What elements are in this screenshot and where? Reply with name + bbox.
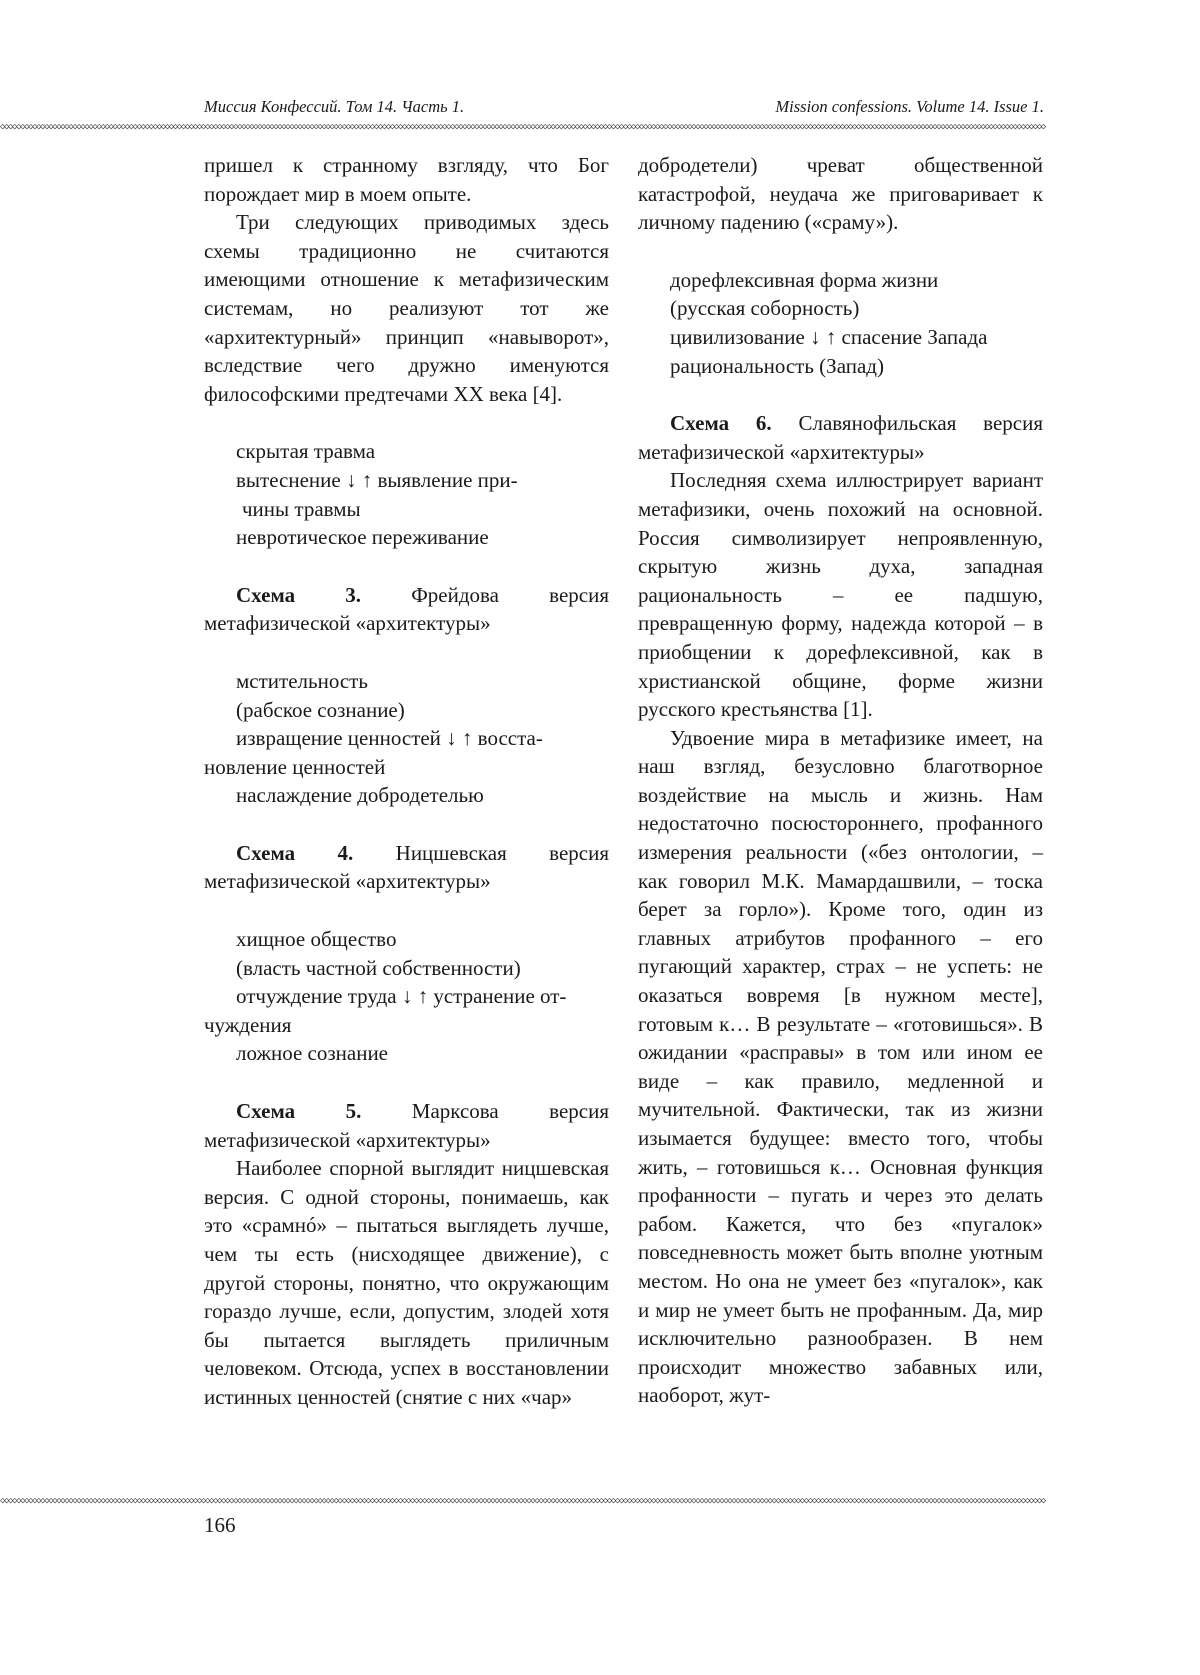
scheme-line: извращение ценностей ↓ ↑ восста- [236,726,543,751]
scheme-line: цивилизование ↓ ↑ спасение Запада [670,324,988,349]
scheme-6-caption [638,409,1043,466]
caption-label: Схема 5. [236,1099,362,1124]
scheme-line: наслаждение добродетелью [236,783,484,808]
caption-label: Схема 3. [236,582,362,607]
right-column [638,151,1043,1410]
left-column [204,151,609,1412]
paragraph: Последняя схема иллюстрирует вариант метафизики, очень похожий на основной. Россия символизирует непроявленную, скрытую жизнь духа, западная рациональность – ее падшую, превращенную форму, надежда которой – в приобщении к дорефлексивной, как в христианской общине, форме жизни русского крестьянства [1]. [638,468,1043,722]
journal-title-en: Mission confessions. Volume 14. Issue 1. [775,97,1044,116]
scheme-line: ложное сознание [236,1041,389,1066]
running-head [204,95,1044,121]
paragraph: Три следующих приводимых здесь схемы традиционно не считаются имеющими отношение к метафизическим системам, но реализуют тот же «архитектурный» принцип «навыворот», вследствие чего дружно именуются философскими предтечами XX века [4]. [204,210,609,406]
caption-text: Славянофильская версия метафизической «архитектуры» [638,411,1044,464]
caption-text: Марксова версия метафизической «архитектуры» [204,1099,609,1152]
caption-label: Схема 6. [670,411,772,436]
scheme-line: (русская соборность) [670,296,860,321]
scheme-5 [204,925,609,1068]
scheme-line: дорефлексивная форма жизни [670,267,939,292]
scheme-line: скрытая травма [236,439,376,464]
scheme-4 [204,667,609,810]
scheme-line: (рабское сознание) [236,697,405,722]
caption-text: Ницшевская версия метафизической «архитектуры» [204,840,609,894]
scheme-line: новление ценностей [204,754,386,779]
scheme-line: чины травмы [242,496,361,521]
paragraph: Удвоение мира в метафизике имеет, на наш взгляд, безусловно благотворное воздействие на мысль и жизнь. Нам недостаточно посюстороннего, профанного измерения реальности («без онтологии, – как говорил М.К. Мамардашвили, – тоска берет за горло»). Кроме того, один из главных атрибутов профанного – его пугающий характер, страх – не успеть: не оказаться вовремя [в нужном месте], готовым к… В результате – «готовишься». В ожидании «расправы» в том или ином ее виде – как правило, медленной и мучительной. Фактически, так из жизни изымается будущее: вместо того, чтобы жить, – готовишься к… Основная функция профанности – пугать и через это делать рабом. Кажется, что без «пугалок» повседневность может быть вполне уютным местом. Но она не умеет без «пугалок», как и мир не умеет быть не профанным. Да, мир исключительно разнообразен. В нем происходит множество забавных или, наоборот, жут- [638,725,1043,1408]
scheme-line: хищное общество [236,927,397,952]
page-number: 166 [204,1513,236,1537]
scheme-5-caption [204,1097,609,1154]
scheme-line: мстительность [236,668,368,693]
scheme-6 [638,266,1043,380]
paragraph: пришел к странному взгляду, что Бог порождает мир в моем опыте. [204,153,609,206]
ornament-rule-bottom: ◇◇◇◇◇◇◇◇◇◇◇◇◇◇◇◇◇◇◇◇◇◇◇◇◇◇◇◇◇◇◇◇◇◇◇◇◇◇◇◇◇◇◇◇◇◇◇◇◇◇◇◇◇◇◇◇◇◇◇◇◇◇◇◇◇◇◇◇◇◇◇◇◇◇◇◇◇◇◇◇◇◇◇◇◇◇◇◇◇◇◇◇◇◇◇◇◇◇◇◇◇◇◇◇◇◇◇◇◇◇◇◇◇◇◇◇◇◇◇◇◇◇◇◇◇◇◇◇◇◇◇◇◇◇◇◇◇◇◇◇◇◇◇◇◇◇◇◇◇◇◇◇◇◇◇◇◇◇◇◇◇◇◇◇◇◇◇◇◇◇◇◇◇◇◇◇◇◇◇◇◇◇◇◇◇◇◇◇◇◇◇◇◇◇◇◇◇◇◇◇◇◇◇◇◇◇◇◇◇◇◇◇◇◇◇◇◇◇◇◇◇◇◇◇◇◇◇◇◇◇◇◇◇◇◇◇◇◇◇◇◇◇◇◇◇◇◇◇◇◇◇◇◇◇◇◇◇◇◇◇ [0,1496,1045,1506]
scheme-line: чуждения [204,1012,292,1037]
scheme-3-caption [204,581,609,638]
scheme-line: отчуждение труда ↓ ↑ устранение от- [236,984,567,1009]
paragraph: Наиболее спорной выглядит ницшевская версия. С одной стороны, понимаешь, как это «срамнó» – пытаться выглядеть лучше, чем ты есть (нисходящее движение), с другой стороны, понятно, что окружающим гораздо лучше, если, допустим, злодей хотя бы пытается выглядеть приличным человеком. Отсюда, успех в восстановлении истинных ценностей (снятие с них «чар» [204,1156,609,1409]
scheme-line: вытеснение ↓ ↑ выявление при- [236,467,518,492]
caption-text: Фрейдова версия метафизической «архитектуры» [204,582,609,636]
ornament-rule-top: ◇◇◇◇◇◇◇◇◇◇◇◇◇◇◇◇◇◇◇◇◇◇◇◇◇◇◇◇◇◇◇◇◇◇◇◇◇◇◇◇◇◇◇◇◇◇◇◇◇◇◇◇◇◇◇◇◇◇◇◇◇◇◇◇◇◇◇◇◇◇◇◇◇◇◇◇◇◇◇◇◇◇◇◇◇◇◇◇◇◇◇◇◇◇◇◇◇◇◇◇◇◇◇◇◇◇◇◇◇◇◇◇◇◇◇◇◇◇◇◇◇◇◇◇◇◇◇◇◇◇◇◇◇◇◇◇◇◇◇◇◇◇◇◇◇◇◇◇◇◇◇◇◇◇◇◇◇◇◇◇◇◇◇◇◇◇◇◇◇◇◇◇◇◇◇◇◇◇◇◇◇◇◇◇◇◇◇◇◇◇◇◇◇◇◇◇◇◇◇◇◇◇◇◇◇◇◇◇◇◇◇◇◇◇◇◇◇◇◇◇◇◇◇◇◇◇◇◇◇◇◇◇◇◇◇◇◇◇◇◇◇◇◇◇◇◇◇◇◇◇◇◇◇◇◇◇◇◇◇◇ [0,122,1045,132]
scheme-3 [204,437,609,551]
paragraph: добродетели) чреват общественной катастрофой, неудача же приговаривает к личному падению («сраму»). [638,153,1043,235]
caption-label: Схема 4. [236,840,354,865]
scheme-line: рациональность (Запад) [670,353,884,378]
scheme-line: невротическое переживание [236,525,489,550]
scheme-line: (власть частной собственности) [236,955,521,980]
scheme-4-caption [204,839,609,896]
journal-title-ru: Миссия Конфессий. Том 14. Часть 1. [204,97,465,116]
